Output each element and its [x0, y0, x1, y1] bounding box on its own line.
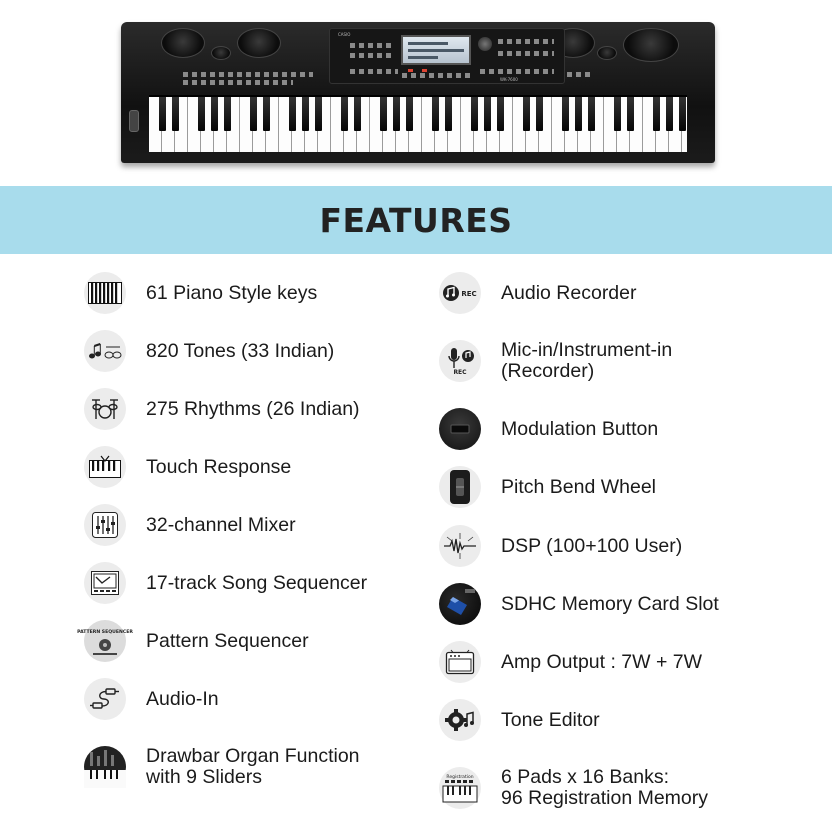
registration-icon-text: Registration [446, 775, 474, 780]
keyboard-illustration [121, 22, 715, 163]
touch-keys-icon [84, 446, 126, 488]
black-key [289, 97, 296, 131]
lcd-display [401, 35, 471, 65]
tone-editor-gear-icon [439, 699, 481, 741]
keyboard-keys [149, 95, 687, 152]
feature-label: Modulation Button [501, 417, 659, 440]
black-key [614, 97, 621, 131]
feature-label: Drawbar Organ Function with 9 Sliders [146, 745, 360, 788]
speaker-grille-icon [161, 28, 205, 58]
feature-label: 820 Tones (33 Indian) [146, 339, 335, 362]
feature-label: 32-channel Mixer [146, 513, 296, 536]
feature-label: SDHC Memory Card Slot [501, 592, 719, 615]
amplifier-icon [439, 641, 481, 683]
piano-keys-icon [84, 272, 126, 314]
black-key [679, 97, 686, 131]
feature-item-audio-recorder [439, 272, 637, 314]
feature-item-song-sequencer [84, 562, 367, 604]
black-key [653, 97, 660, 131]
feature-label: 17-track Song Sequencer [146, 571, 368, 594]
feature-label: Tone Editor [501, 708, 600, 731]
feature-item-mic-in [439, 340, 672, 382]
speaker-grille-icon [211, 46, 231, 60]
black-key [302, 97, 309, 131]
black-key [250, 97, 257, 131]
black-key [497, 97, 504, 131]
feature-label: Audio-In [146, 687, 219, 710]
rec-icon-text: REC [461, 290, 477, 298]
feature-item-audio-in [84, 678, 219, 720]
black-key [354, 97, 361, 131]
feature-item-drawbar-organ [84, 746, 360, 788]
control-panel [329, 28, 565, 84]
black-key [159, 97, 166, 131]
feature-item-registration-memory [439, 767, 708, 809]
feature-label: 275 Rhythms (26 Indian) [146, 397, 360, 420]
dsp-waveform-icon [439, 525, 481, 567]
feature-label: 61 Piano Style keys [146, 281, 318, 304]
sd-card-slot-icon [439, 583, 481, 625]
black-key [380, 97, 387, 131]
black-key [484, 97, 491, 131]
song-sequencer-icon [84, 562, 126, 604]
features-title: FEATURES [319, 200, 513, 240]
audio-cable-icon [84, 678, 126, 720]
black-key [523, 97, 530, 131]
feature-item-pitch-bend-wheel [439, 466, 656, 508]
registration-memory-icon [439, 767, 481, 809]
black-key [575, 97, 582, 131]
feature-item-modulation-button [439, 408, 658, 450]
feature-item-tones [84, 330, 334, 372]
feature-item-touch-response [84, 446, 291, 488]
audio-recorder-icon [439, 272, 481, 314]
pitch-bend-wheel-icon [439, 466, 481, 508]
feature-item-piano-keys [84, 272, 317, 314]
black-key [666, 97, 673, 131]
black-key [224, 97, 231, 131]
pattern-sequencer-icon [77, 620, 133, 662]
pattern-sequencer-icon-text: PATTERN SEQUENCER [77, 630, 133, 635]
feature-item-mixer [84, 504, 296, 546]
feature-label: Mic-in/Instrument-in (Recorder) [501, 339, 673, 382]
feature-label: Pitch Bend Wheel [501, 475, 657, 498]
black-key [471, 97, 478, 131]
model-label: WK-7600 [500, 77, 518, 82]
black-key [211, 97, 218, 131]
drawbar-organ-icon [84, 746, 126, 788]
feature-item-dsp [439, 525, 682, 567]
black-key [263, 97, 270, 131]
feature-item-tone-editor [439, 699, 600, 741]
modulation-button-icon [439, 408, 481, 450]
rec-icon-text: REC [453, 369, 467, 376]
mic-rec-icon [439, 340, 481, 382]
feature-item-rhythms [84, 388, 360, 430]
black-key [393, 97, 400, 131]
feature-item-amp-output [439, 641, 702, 683]
feature-item-sdhc-slot [439, 583, 719, 625]
feature-label: DSP (100+100 User) [501, 534, 683, 557]
feature-label: Audio Recorder [501, 281, 637, 304]
features-banner [0, 186, 832, 254]
music-notes-drums-icon [84, 330, 126, 372]
black-key [198, 97, 205, 131]
brand-logo: CASIO [338, 32, 351, 37]
feature-label: 6 Pads x 16 Banks: 96 Registration Memory [501, 766, 708, 809]
speaker-grille-icon [237, 28, 281, 58]
black-key [588, 97, 595, 131]
black-key [172, 97, 179, 131]
mixer-sliders-icon [84, 504, 126, 546]
feature-item-pattern-sequencer [77, 620, 309, 662]
feature-label: Touch Response [146, 455, 292, 478]
drum-kit-icon [84, 388, 126, 430]
black-key [432, 97, 439, 131]
speaker-grille-icon [597, 46, 617, 60]
feature-label: Amp Output : 7W + 7W [501, 650, 703, 673]
black-key [627, 97, 634, 131]
black-key [315, 97, 322, 131]
product-image [0, 0, 832, 186]
black-key [536, 97, 543, 131]
black-key [341, 97, 348, 131]
pitch-bend-wheel [129, 110, 139, 132]
black-key [562, 97, 569, 131]
speaker-grille-icon [623, 28, 679, 62]
black-key [406, 97, 413, 131]
black-key [445, 97, 452, 131]
feature-label: Pattern Sequencer [146, 629, 309, 652]
